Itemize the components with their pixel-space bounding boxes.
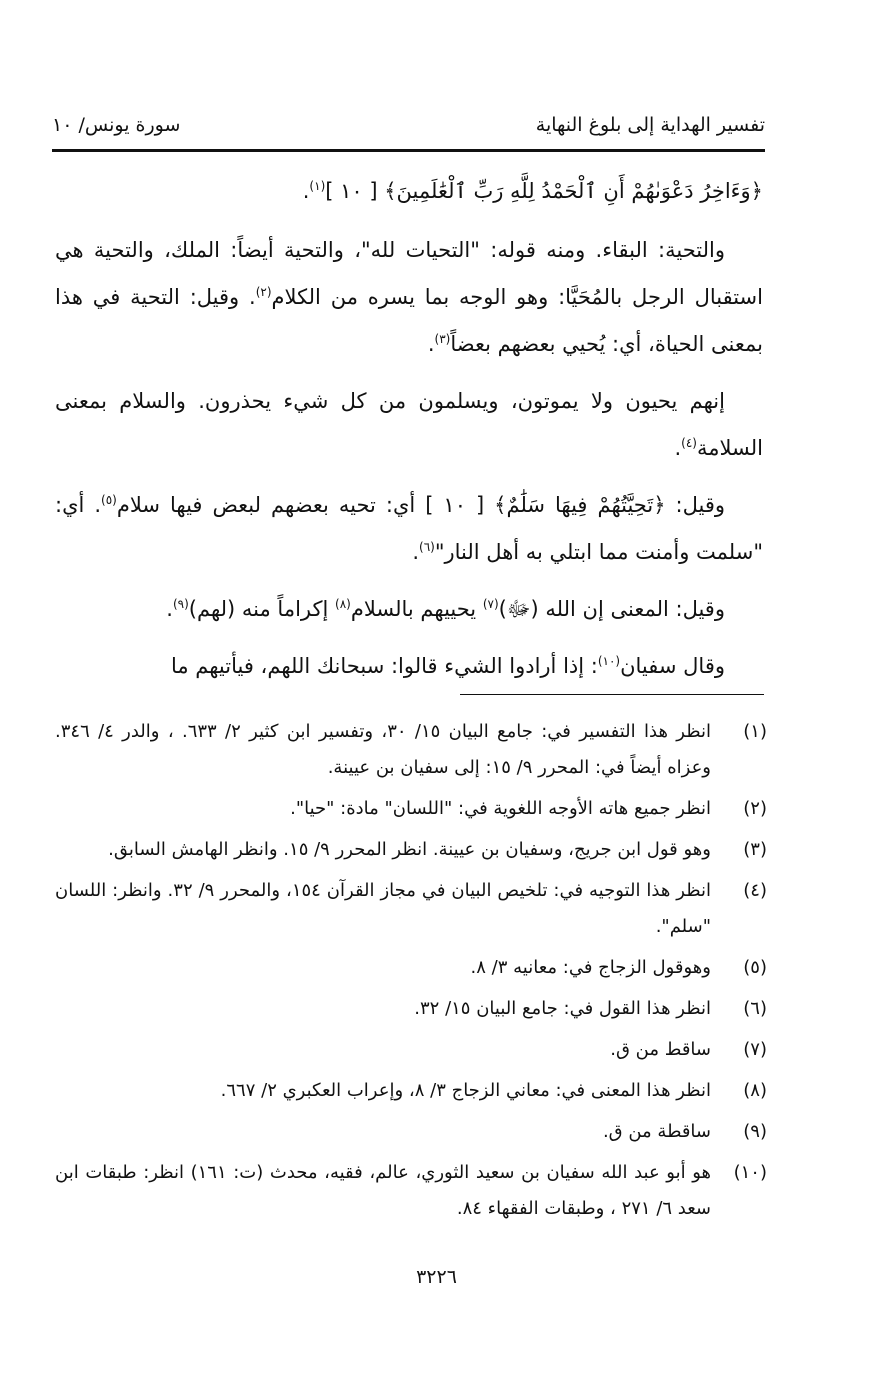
footnote-text: انظر هذا المعنى في: معاني الزجاج ٣/ ٨، وإعراب العكبري ٢/ ٦٦٧. bbox=[220, 1080, 711, 1101]
footnote-item bbox=[55, 791, 767, 827]
footnote-separator bbox=[460, 694, 764, 695]
paragraph-salam: إنهم يحيون ولا يموتون، ويسلمون من كل شيء يحذرون. والسلام بمعنى السلامة$^{(٤)}$. bbox=[55, 389, 763, 460]
paragraph-meaning: وقيل: المعنى إن الله (ﷻ)$^{(٧)}$ يحييهم بالسلام$^{(٨)}$ إكراماً منه (لهم)$^{(٩)}$. bbox=[166, 597, 725, 621]
quran-verse: ﴿وَءَاخِرُ دَعْوَىٰهُمْ أَنِ ٱلْحَمْدُ لِلَّهِ رَبِّ ٱلْعَٰلَمِينَ﴾ [ ١٠ ] bbox=[325, 179, 763, 203]
footnote-item bbox=[55, 1073, 767, 1109]
footnote-ref-3: (٣) bbox=[434, 332, 451, 346]
footnote-ref-1: (١) bbox=[309, 179, 326, 193]
footnote-ref-10: (١٠) bbox=[597, 654, 621, 668]
footnote-ref-9: (٩) bbox=[172, 597, 189, 611]
footnote-item bbox=[55, 1155, 767, 1227]
header-rule bbox=[52, 149, 765, 152]
footnote-item bbox=[55, 873, 767, 945]
footnote-text: وهوقول الزجاج في: معانيه ٣/ ٨. bbox=[470, 957, 711, 978]
footnote-ref-8: (٨) bbox=[335, 597, 351, 611]
footnote-item bbox=[55, 1114, 767, 1150]
footnote-number: (١٠) bbox=[733, 1162, 767, 1183]
footnote-text: ساقط من ق. bbox=[610, 1039, 711, 1060]
main-text bbox=[55, 168, 763, 700]
paragraph-tahiyyatuhum: وقيل: ﴿تَحِيَّتُهُمْ فِيهَا سَلَٰمٌ﴾ [ ١٠ ] أي: تحيه بعضهم لبعض فيها سلام$^{(٥)}$. أي: "سلمت وأمنت مما ابتلي به أهل النار"$^{(٦)}$. bbox=[55, 493, 763, 564]
footnote-item bbox=[55, 832, 767, 868]
paragraph-verse: ﴿وَءَاخِرُ دَعْوَىٰهُمْ أَنِ ٱلْحَمْدُ لِلَّهِ رَبِّ ٱلْعَٰلَمِينَ﴾ [ ١٠ ]$^{(١)}$. bbox=[302, 179, 763, 203]
footnote-number: (٦) bbox=[743, 998, 767, 1019]
footnote-number: (٣) bbox=[743, 839, 767, 860]
book-title: تفسير الهداية إلى بلوغ النهاية bbox=[535, 114, 765, 136]
footnote-number: (٨) bbox=[743, 1080, 767, 1101]
footnote-ref-4: (٤) bbox=[681, 436, 697, 450]
footnote-number: (١) bbox=[743, 721, 767, 742]
footnote-item bbox=[55, 1032, 767, 1068]
paragraph-tahiyya: والتحية: البقاء. ومنه قوله: "التحيات لله"، والتحية أيضاً: الملك، والتحية هي استقبال الرجل بالمُحَيَّا: وهو الوجه بما يسره من الكلام$^{(٢)}$. وقيل: التحية في هذا بمعنى الحياة، أي: يُحيي بعضهم بعضاً$^{(٣)}$. bbox=[55, 238, 763, 356]
footnote-ref-2: (٢) bbox=[255, 285, 272, 299]
page-number: ٣٢٢٦ bbox=[416, 1266, 457, 1288]
footnote-number: (٩) bbox=[743, 1121, 767, 1142]
footnote-item bbox=[55, 714, 767, 786]
footnote-text: انظر هذا التوجيه في: تلخيص البيان في مجاز القرآن ١٥٤، والمحرر ٩/ ٣٢. وانظر: اللسان "سلم". bbox=[55, 880, 711, 937]
footnote-text: انظر هذا التفسير في: جامع البيان ١٥/ ٣٠، وتفسير ابن كثير ٢/ ٦٣٣. ، والدر ٤/ ٣٤٦. وعزاه أيضاً في: المحرر ٩/ ١٥: إلى سفيان بن عيينة. bbox=[55, 721, 711, 778]
footnote-number: (٧) bbox=[743, 1039, 767, 1060]
footnote-ref-6: (٦) bbox=[419, 540, 435, 554]
paragraph-sufyan: وقال سفيان$^{(١٠)}$: إذا أرادوا الشيء قالوا: سبحانك اللهم، فيأتيهم ما bbox=[170, 654, 725, 678]
footnote-text: هو أبو عبد الله سفيان بن سعيد الثوري، عالم، فقيه، محدث (ت: ١٦١) انظر: طبقات ابن سعد ٦/ ٢٧١ ، وطبقات الفقهاء ٨٤. bbox=[55, 1162, 712, 1219]
footnote-ref-5: (٥) bbox=[101, 493, 117, 507]
footnote-number: (٤) bbox=[743, 880, 767, 901]
footnotes bbox=[55, 714, 767, 1232]
footnote-text: ساقطة من ق. bbox=[602, 1121, 711, 1142]
surah-reference: سورة يونس/ ١٠ bbox=[52, 114, 181, 136]
footnote-item bbox=[55, 950, 767, 986]
footnote-ref-7: (٧) bbox=[482, 597, 499, 611]
footnote-number: (٥) bbox=[743, 957, 767, 978]
footnote-text: انظر هذا القول في: جامع البيان ١٥/ ٣٢. bbox=[414, 998, 711, 1019]
footnote-item bbox=[55, 991, 767, 1027]
running-header bbox=[52, 110, 765, 146]
footnote-text: انظر جميع هاته الأوجه اللغوية في: "اللسان" مادة: "حيا". bbox=[290, 798, 711, 819]
footnote-number: (٢) bbox=[743, 798, 767, 819]
footnote-text: وهو قول ابن جريج، وسفيان بن عيينة. انظر المحرر ٩/ ١٥. وانظر الهامش السابق. bbox=[108, 839, 711, 860]
